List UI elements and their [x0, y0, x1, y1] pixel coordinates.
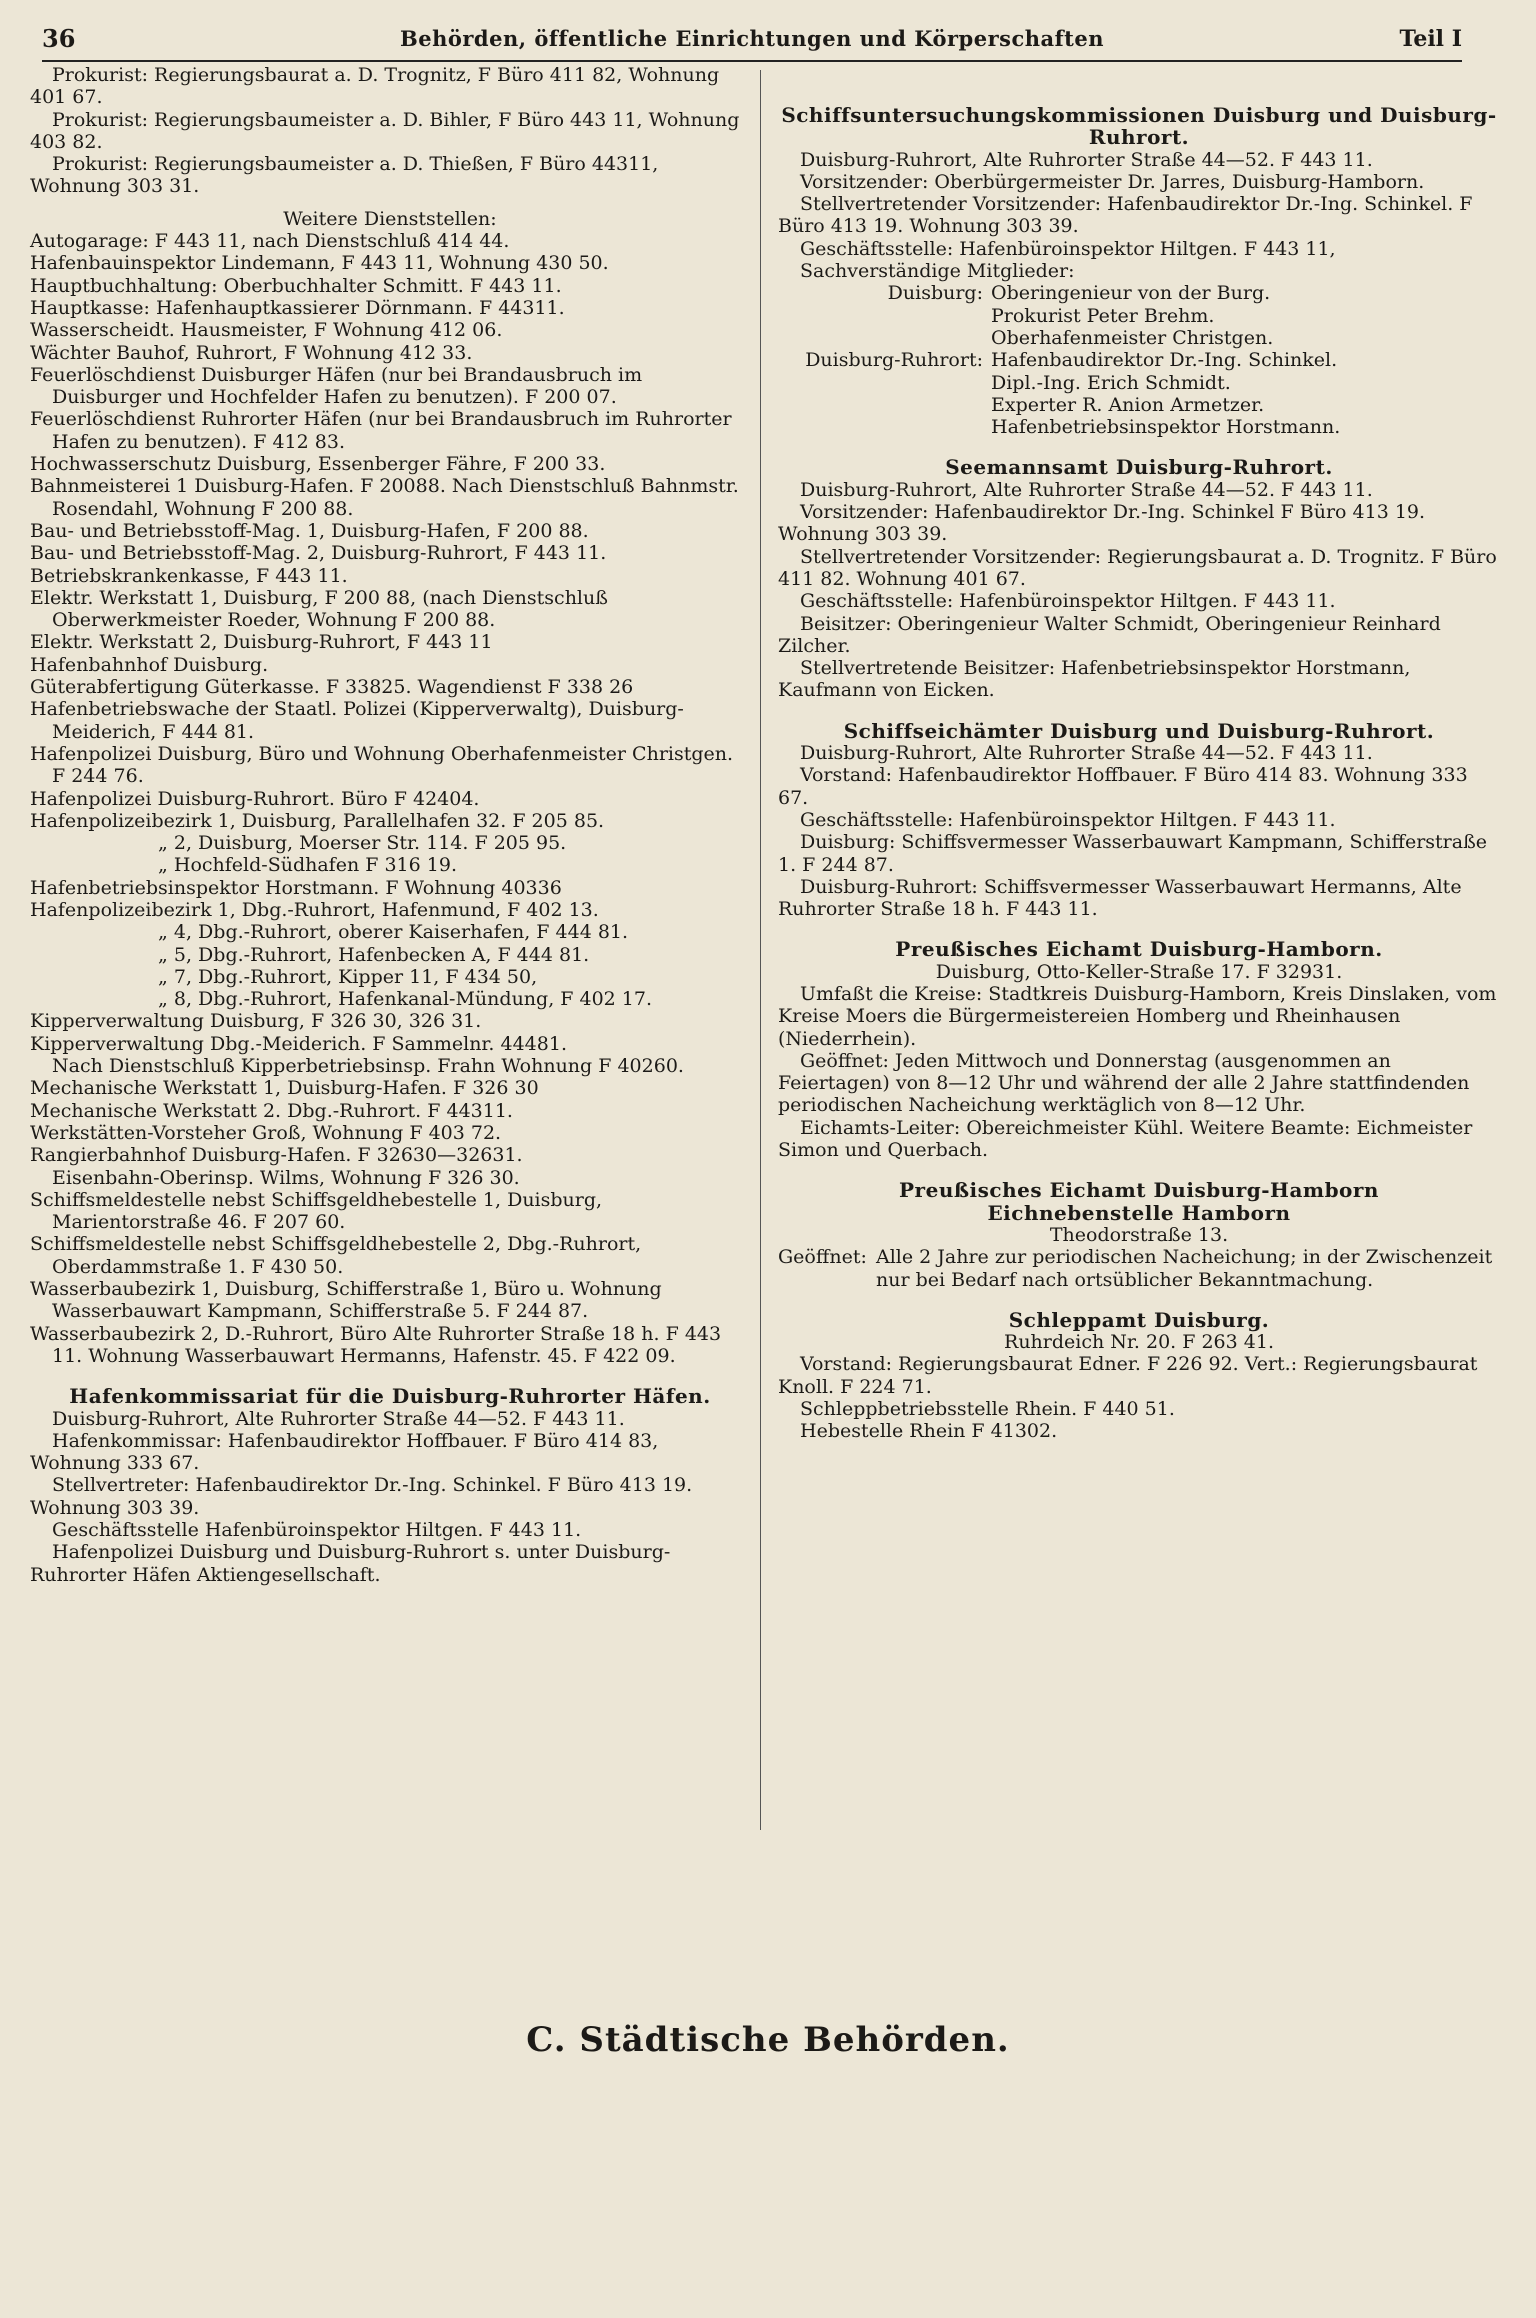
page-header	[42, 22, 1462, 62]
commissariat-entry: Geschäftsstelle Hafenbüroinspektor Hiltgen. F 443 11.	[52, 1519, 582, 1541]
towing-office-entry: Vorstand: Regierungsbaurat Edner. F 226 92. Vert.: Regierungsbaurat Knoll. F 224 71.	[778, 1353, 1478, 1398]
office-entry: Feuerlöschdienst Ruhrorter Häfen (nur bei Brandausbruch im Ruhrorter Hafen zu benutzen). F 412 83.	[30, 408, 732, 453]
member-name: Oberhafenmeister Christgen.	[991, 326, 1274, 349]
office-entry: Eisenbahn-Oberinsp. Wilms, Wohnung F 326 30.	[52, 1166, 520, 1189]
office-entry: Hafenpolizei Duisburg-Ruhrort. Büro F 42404.	[30, 787, 480, 810]
calibration-office-entry: Eichamts-Leiter: Obereichmeister Kühl. Weitere Beamte: Eichmeister Simon und Querbach.	[778, 1116, 1473, 1162]
ship-inspection-entry: Duisburg-Ruhrort, Alte Ruhrorter Straße 44—52. F 443 11.	[800, 148, 1373, 171]
member-name: Prokurist Peter Brehm.	[991, 304, 1215, 327]
office-entry: „ 5, Dbg.-Ruhrort, Hafenbecken A, F 444 81.	[158, 943, 590, 966]
harbour-commissariat-list	[30, 1408, 750, 1586]
office-entry: „ 8, Dbg.-Ruhrort, Hafenkanal-Mündung, F 402 17.	[158, 988, 653, 1011]
calibration-office-entry: Umfaßt die Kreise: Stadtkreis Duisburg-Hamborn, Kreis Dinslaken, vom Kreise Moers die Bürgermeistereien Homberg und Rheinhausen (Niederrhein).	[778, 982, 1497, 1050]
further-offices-list	[30, 230, 750, 1367]
part-label: Teil I	[1399, 26, 1462, 52]
office-entry: Hafenbahnhof Duisburg.	[30, 653, 269, 676]
member-name: Dipl.-Ing. Erich Schmidt.	[991, 371, 1231, 394]
calibration-branch-subheading: Eichnebenstelle Hamborn	[987, 1200, 1291, 1225]
intro-entry: Prokurist: Regierungsbaumeister a. D. Thießen, F Büro 44311, Wohnung 303 31.	[30, 153, 659, 198]
office-entry: Wasserbaubezirk 1, Duisburg, Schifferstraße 1, Büro u. Wohnung Wasserbauwart Kampmann, Schifferstraße 5. F 244 87.	[30, 1278, 662, 1323]
seamen-office-entry: Vorsitzender: Hafenbaudirektor Dr.-Ing. Schinkel F Büro 413 19. Wohnung 303 39.	[778, 501, 1426, 546]
office-entry: Hochwasserschutz Duisburg, Essenberger Fähre, F 200 33.	[30, 453, 606, 476]
office-entry: „ 4, Dbg.-Ruhrort, oberer Kaiserhafen, F 444 81.	[158, 921, 629, 944]
office-entry: Wächter Bauhof, Ruhrort, F Wohnung 412 33.	[30, 341, 473, 364]
calibration-office-entry: Geöffnet: Jeden Mittwoch und Donnerstag (ausgenommen an Feiertagen) von 8—12 Uhr und während der alle 2 Jahre stattfindenden periodischen Nacheichung werktäglich von 8—12 Uhr.	[778, 1049, 1470, 1117]
intro-block	[30, 64, 750, 198]
gauging-office-entry: Duisburg-Ruhrort, Alte Ruhrorter Straße 44—52. F 443 11.	[800, 742, 1373, 765]
office-entry: Hafenbetriebsinspektor Horstmann. F Wohnung 40336	[30, 876, 562, 899]
office-entry: Wasserscheidt. Hausmeister, F Wohnung 412 06.	[30, 319, 503, 342]
office-entry: Bau- und Betriebsstoff-Mag. 1, Duisburg-Hafen, F 200 88.	[30, 519, 589, 542]
office-entry: „ Hochfeld-Südhafen F 316 19.	[158, 854, 457, 877]
office-entry: Hafenpolizeibezirk 1, Duisburg, Parallelhafen 32. F 205 85.	[30, 809, 605, 832]
office-entry: Nach Dienstschluß Kipperbetriebsinsp. Frahn Wohnung F 40260.	[52, 1055, 684, 1078]
calibration-office-heading: Preußisches Eichamt Duisburg-Hamborn.	[895, 937, 1383, 962]
harbour-commissariat-heading: Hafenkommissariat für die Duisburg-Ruhrorter Häfen.	[69, 1384, 711, 1409]
seamen-office-entry: Stellvertretende Beisitzer: Hafenbetriebsinspektor Horstmann, Kaufmann von Eicken.	[778, 657, 1411, 702]
calibration-branch-address: Theodorstraße 13.	[1049, 1223, 1229, 1246]
ship-inspection-heading: Schiffsuntersuchungskommissionen Duisburg und Duisburg-Ruhrort.	[781, 103, 1497, 150]
seamen-office-entry: Duisburg-Ruhrort, Alte Ruhrorter Straße 44—52. F 443 11.	[800, 478, 1373, 501]
page-number: 36	[42, 24, 76, 53]
seamen-office-entry: Beisitzer: Oberingenieur Walter Schmidt, Oberingenieur Reinhard Zilcher.	[778, 612, 1441, 657]
calibration-branch-heading: Preußisches Eichamt Duisburg-Hamborn	[899, 1178, 1379, 1203]
member-place: Duisburg:	[887, 282, 983, 305]
office-entry: Bau- und Betriebsstoff-Mag. 2, Duisburg-Ruhrort, F 443 11.	[30, 542, 607, 565]
towing-office-address: Ruhrdeich Nr. 20. F 263 41.	[1004, 1331, 1274, 1354]
section-c-title: C. Städtische Behörden.	[526, 2020, 1010, 2060]
towing-office-entry: Hebestelle Rhein F 41302.	[800, 1420, 1058, 1443]
seamen-office-heading: Seemannsamt Duisburg-Ruhrort.	[945, 455, 1333, 480]
office-entry: Schiffsmeldestelle nebst Schiffsgeldhebestelle 1, Duisburg, Marientorstraße 46. F 207 60.	[30, 1188, 603, 1234]
running-title: Behörden, öffentliche Einrichtungen und Körperschaften	[399, 26, 1105, 51]
office-entry: Güterabfertigung Güterkasse. F 33825. Wagendienst F 338 26	[30, 676, 634, 699]
member-place: Duisburg-Ruhrort:	[805, 349, 983, 372]
office-entry: Autogarage: F 443 11, nach Dienstschluß 414 44.	[30, 230, 510, 253]
intro-entry: Prokurist: Regierungsbaurat a. D. Trognitz, F Büro 411 82, Wohnung 401 67.	[30, 64, 720, 109]
further-offices-heading: Weitere Dienststellen:	[283, 207, 497, 230]
gauging-office-entry: Vorstand: Hafenbaudirektor Hoffbauer. F Büro 414 83. Wohnung 333 67.	[778, 764, 1468, 809]
office-entry: Hafenbauinspektor Lindemann, F 443 11, Wohnung 430 50.	[30, 252, 609, 275]
gauging-office-entry: Geschäftsstelle: Hafenbüroinspektor Hiltgen. F 443 11.	[800, 808, 1336, 831]
office-entry: Schiffsmeldestelle nebst Schiffsgeldhebestelle 2, Dbg.-Ruhrort, Oberdammstraße 1. F 430 50.	[30, 1233, 642, 1278]
left-column	[30, 64, 750, 1586]
office-entry: Elektr. Werkstatt 2, Duisburg-Ruhrort, F 443 11	[30, 631, 493, 654]
office-entry: Kipperverwaltung Dbg.-Meiderich. F Sammelnr. 44481.	[30, 1032, 567, 1055]
towing-office-entry: Schleppbetriebsstelle Rhein. F 440 51.	[800, 1398, 1175, 1421]
calibration-office-address: Duisburg, Otto-Keller-Straße 17. F 32931.	[935, 960, 1343, 983]
opening-text: Alle 2 Jahre zur periodischen Nacheichung; in der Zwischenzeit nur bei Bedarf nach ortsüblicher Bekanntmachung.	[876, 1246, 1493, 1291]
member-name: Oberingenieur von der Burg.	[991, 282, 1271, 305]
towing-office-heading: Schleppamt Duisburg.	[1008, 1307, 1270, 1332]
column-divider	[760, 70, 761, 1830]
office-entry: Elektr. Werkstatt 1, Duisburg, F 200 88, (nach Dienstschluß Oberwerkmeister Roeder, Wohnung F 200 88.	[30, 586, 608, 632]
member-name: Experter R. Anion Armetzer.	[991, 393, 1265, 416]
commissariat-entry: Hafenkommissar: Hafenbaudirektor Hoffbauer. F Büro 414 83, Wohnung 333 67.	[30, 1429, 659, 1475]
office-entry: Mechanische Werkstatt 2. Dbg.-Ruhrort. F 44311.	[30, 1099, 513, 1122]
member-name: Hafenbaudirektor Dr.-Ing. Schinkel.	[991, 349, 1338, 372]
office-entry: „ 7, Dbg.-Ruhrort, Kipper 11, F 434 50,	[158, 965, 538, 988]
commissariat-entry: Hafenpolizei Duisburg und Duisburg-Ruhrort s. unter Duisburg-Ruhrorter Häfen Aktiengesellschaft.	[30, 1541, 671, 1586]
office-entry: Hauptbuchhaltung: Oberbuchhalter Schmitt. F 443 11.	[30, 274, 562, 297]
ship-inspection-entry: Geschäftsstelle: Hafenbüroinspektor Hiltgen. F 443 11,	[800, 237, 1336, 260]
commissariat-entry: Duisburg-Ruhrort, Alte Ruhrorter Straße 44—52. F 443 11.	[52, 1407, 625, 1430]
office-entry: Kipperverwaltung Duisburg, F 326 30, 326 31.	[30, 1010, 482, 1033]
commissariat-entry: Stellvertreter: Hafenbaudirektor Dr.-Ing. Schinkel. F Büro 413 19. Wohnung 303 39.	[30, 1474, 693, 1519]
office-entry: Hafenbetriebswache der Staatl. Polizei (Kipperverwaltg), Duisburg-Meiderich, F 444 81.	[30, 698, 684, 743]
opening-hours	[778, 1246, 1500, 1291]
office-entry: „ 2, Duisburg, Moerser Str. 114. F 205 95.	[158, 832, 567, 855]
office-entry: Feuerlöschdienst Duisburger Häfen (nur bei Brandausbruch im Duisburger und Hochfelder Hafen zu benutzen). F 200 07.	[30, 363, 643, 409]
gauging-office-entry: Duisburg: Schiffsvermesser Wasserbauwart Kampmann, Schifferstraße 1. F 244 87.	[778, 831, 1488, 876]
gauging-office-entry: Duisburg-Ruhrort: Schiffsvermesser Wasserbauwart Hermanns, Alte Ruhrorter Straße 18 h. F 443 11.	[778, 875, 1462, 921]
seamen-office-entry: Geschäftsstelle: Hafenbüroinspektor Hiltgen. F 443 11.	[800, 590, 1336, 613]
ship-inspection-entry: Stellvertretender Vorsitzender: Hafenbaudirektor Dr.-Ing. Schinkel. F Büro 413 19. Wohnung 303 39.	[778, 193, 1473, 238]
office-entry: Mechanische Werkstatt 1, Duisburg-Hafen. F 326 30	[30, 1077, 539, 1100]
office-entry: Betriebskrankenkasse, F 443 11.	[30, 564, 348, 587]
office-entry: Werkstätten-Vorsteher Groß, Wohnung F 403 72.	[30, 1121, 502, 1144]
office-entry: Rangierbahnhof Duisburg-Hafen. F 32630—32631.	[30, 1144, 523, 1167]
opening-label: Geöffnet:	[778, 1246, 867, 1269]
intro-entry: Prokurist: Regierungsbaumeister a. D. Bihler, F Büro 443 11, Wohnung 403 82.	[30, 108, 740, 153]
seamen-office-entry: Stellvertretender Vorsitzender: Regierungsbaurat a. D. Trognitz. F Büro 411 82. Wohnung 401 67.	[778, 545, 1497, 590]
member-group	[778, 349, 1500, 438]
office-entry: Hafenpolizeibezirk 1, Dbg.-Ruhrort, Hafenmund, F 402 13.	[30, 898, 599, 921]
member-group	[778, 282, 1500, 349]
office-entry: Hafenpolizei Duisburg, Büro und Wohnung Oberhafenmeister Christgen. F 244 76.	[30, 742, 734, 788]
office-entry: Hauptkasse: Hafenhauptkassierer Dörnmann. F 44311.	[30, 296, 565, 319]
member-name: Hafenbetriebsinspektor Horstmann.	[991, 416, 1341, 439]
right-column	[778, 104, 1500, 1443]
ship-inspection-entry: Vorsitzender: Oberbürgermeister Dr. Jarres, Duisburg-Hamborn.	[800, 170, 1425, 193]
office-entry: Bahnmeisterei 1 Duisburg-Hafen. F 20088. Nach Dienstschluß Bahnmstr. Rosendahl, Wohnung F 200 88.	[30, 475, 739, 520]
ship-inspection-entry: Sachverständige Mitglieder:	[800, 260, 1075, 283]
office-entry: Wasserbaubezirk 2, D.-Ruhrort, Büro Alte Ruhrorter Straße 18 h. F 443 11. Wohnung Wasserbauwart Hermanns, Hafenstr. 45. F 422 09.	[30, 1322, 722, 1367]
gauging-office-heading: Schiffseichämter Duisburg und Duisburg-Ruhrort.	[843, 718, 1435, 743]
